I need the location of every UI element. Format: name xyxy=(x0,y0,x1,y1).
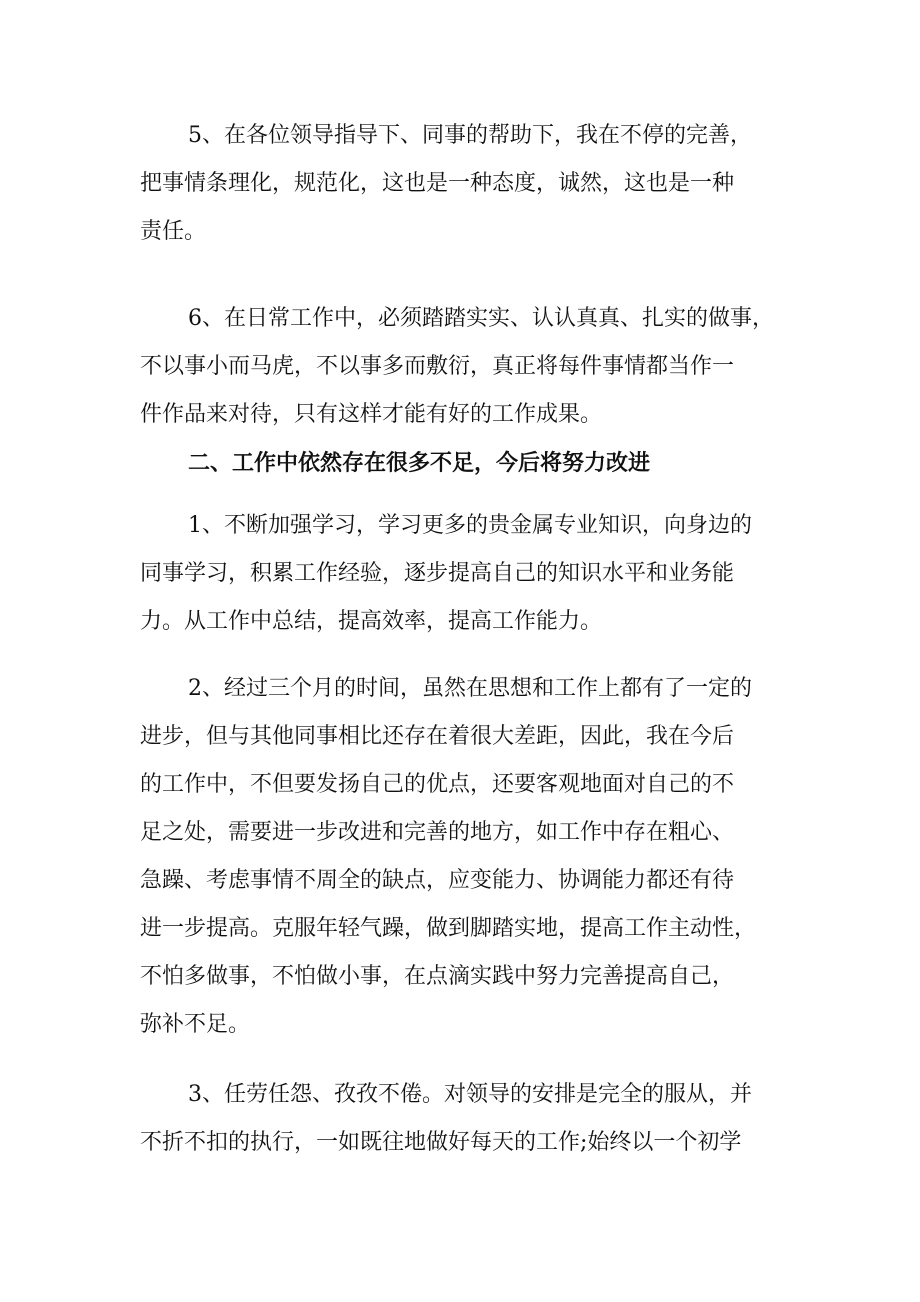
paragraph-item-6 xyxy=(140,295,790,439)
paragraph-item-5 xyxy=(140,112,790,256)
text-line: 件作品来对待，只有这样才能有好的工作成果。 xyxy=(140,402,603,427)
text-line: 足之处，需要进一步改进和完善的地方，如工作中存在粗心、 xyxy=(140,820,735,845)
text-line: 同事学习，积累工作经验，逐步提高自己的知识水平和业务能 xyxy=(140,561,735,586)
heading-line: 二、工作中依然存在很多不足，今后将努力改进 xyxy=(188,450,651,476)
text-line: 6、在日常工作中，必须踏踏实实、认认真真、扎实的做事， xyxy=(188,306,774,331)
text-line: 进步，但与其他同事相比还存在着很大差距，因此，我在今后 xyxy=(140,724,735,749)
text-line: 力。从工作中总结，提高效率，提高工作能力。 xyxy=(140,609,603,634)
text-line: 进一步提高。克服年轻气躁，做到脚踏实地，提高工作主动性， xyxy=(140,916,757,941)
text-line: 1、不断加强学习，学习更多的贵金属专业知识，向身边的 xyxy=(188,513,752,538)
text-line: 不怕多做事，不怕做小事，在点滴实践中努力完善提高自己， xyxy=(140,964,735,989)
text-line: 的工作中，不但要发扬自己的优点，还要客观地面对自己的不 xyxy=(140,772,735,797)
text-line: 急躁、考虑事情不周全的缺点，应变能力、协调能力都还有待 xyxy=(140,868,735,893)
text-line: 2、经过三个月的时间，虽然在思想和工作上都有了一定的 xyxy=(188,676,752,701)
text-line: 弥补不足。 xyxy=(140,1012,251,1037)
paragraph-item-3 xyxy=(140,1071,790,1167)
text-line: 3、任劳任怨、孜孜不倦。对领导的安排是完全的服从，并 xyxy=(188,1082,752,1107)
text-line: 责任。 xyxy=(140,219,207,244)
text-line: 5、在各位领导指导下、同事的帮助下，我在不停的完善， xyxy=(188,123,752,148)
section-heading xyxy=(140,439,790,487)
paragraph-item-2 xyxy=(140,665,790,1049)
text-line: 不折不扣的执行，一如既往地做好每天的工作;始终以一个初学 xyxy=(140,1130,742,1155)
text-line: 把事情条理化，规范化，这也是一种态度，诚然，这也是一种 xyxy=(140,171,735,196)
text-line: 不以事小而马虎，不以事多而敷衍，真正将每件事情都当作一 xyxy=(140,354,735,379)
paragraph-item-1 xyxy=(140,502,790,646)
